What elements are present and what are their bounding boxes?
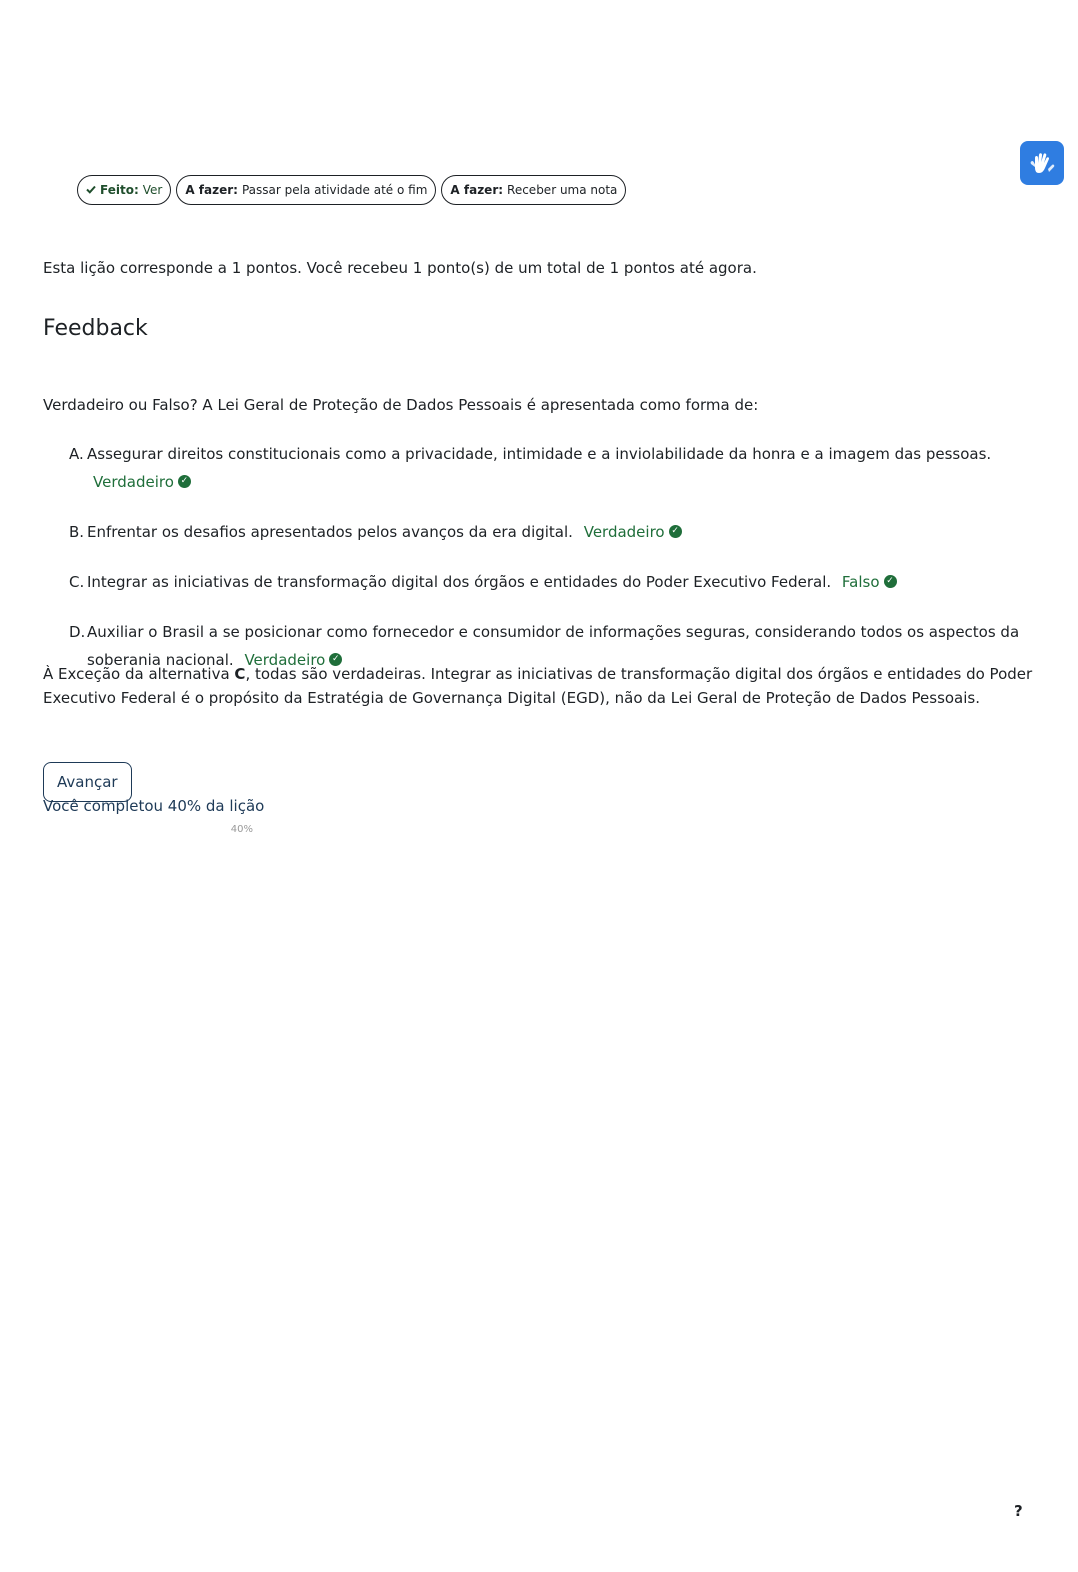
answer-letter: D. bbox=[69, 623, 86, 641]
answer-list bbox=[43, 440, 1033, 696]
question-text: Verdadeiro ou Falso? A Lei Geral de Proteção de Dados Pessoais é apresentada como forma de: bbox=[43, 396, 759, 414]
verdict-label: Verdadeiro bbox=[93, 473, 174, 491]
verdict-label: Falso bbox=[841, 573, 880, 591]
answer-verdict bbox=[842, 573, 897, 591]
answer-item bbox=[69, 568, 1033, 596]
help-button[interactable]: ? bbox=[1014, 1502, 1023, 1520]
completion-status: A fazer: bbox=[450, 183, 504, 197]
answer-text: Enfrentar os desafios apresentados pelos avanços da era digital. bbox=[87, 523, 573, 541]
feedback-heading: Feedback bbox=[43, 316, 148, 341]
answer-verdict bbox=[584, 523, 682, 541]
correct-check-icon: ✓ bbox=[669, 525, 682, 538]
lesson-progress-bar bbox=[43, 824, 253, 838]
answer-verdict bbox=[93, 473, 191, 491]
answer-letter: B. bbox=[69, 523, 85, 541]
activity-completion bbox=[77, 175, 626, 205]
advance-button[interactable]: Avançar bbox=[43, 762, 132, 802]
sign-language-hands-icon bbox=[1027, 148, 1057, 178]
explanation-highlight: C bbox=[234, 665, 246, 683]
completion-text: Receber uma nota bbox=[507, 183, 618, 197]
completion-status: Feito: bbox=[100, 183, 139, 197]
points-summary: Esta lição corresponde a 1 pontos. Você recebeu 1 ponto(s) de um total de 1 pontos até agora. bbox=[43, 259, 757, 277]
answer-text: Assegurar direitos constitucionais como a privacidade, intimidade e a inviolabilidade da honra e a imagem das pessoas. bbox=[87, 445, 992, 463]
verdict-label: Verdadeiro bbox=[583, 523, 665, 541]
progress-percent: 40% bbox=[230, 824, 253, 835]
correct-check-icon: ✓ bbox=[884, 575, 897, 588]
explanation-suffix: , todas são verdadeiras. Integrar as iniciativas de transformação digital dos órgãos e entidades do Poder Executivo Federal é o propósito da Estratégia de Governança Digital (EGD), não da Lei Geral de Proteção de Dados Pessoais. bbox=[43, 665, 1033, 707]
correct-check-icon: ✓ bbox=[178, 475, 191, 488]
answer-text: Integrar as iniciativas de transformação digital dos órgãos e entidades do Poder Executivo Federal. bbox=[87, 573, 832, 591]
answer-item bbox=[69, 518, 1033, 546]
feedback-explanation bbox=[43, 662, 1038, 710]
libras-accessibility-button[interactable] bbox=[1020, 141, 1064, 185]
completion-badge-todo bbox=[176, 175, 436, 205]
answer-text: Auxiliar o Brasil a se posicionar como fornecedor e consumidor de informações seguras, considerando todos os aspectos da soberania nacional. bbox=[87, 623, 1020, 669]
verdict-label: Verdadeiro bbox=[244, 651, 326, 669]
answer-item bbox=[69, 440, 1033, 496]
explanation-prefix: À Exceção da alternativa bbox=[43, 665, 235, 683]
correct-check-icon: ✓ bbox=[329, 653, 342, 666]
completion-badge-todo bbox=[441, 175, 626, 205]
completion-text: Ver bbox=[142, 183, 163, 197]
answer-letter: A. bbox=[69, 445, 84, 463]
completion-text: Passar pela atividade até o fim bbox=[241, 183, 428, 197]
progress-label: Você completou 40% da lição bbox=[43, 797, 265, 815]
check-icon bbox=[86, 183, 96, 197]
completion-badge-done bbox=[77, 175, 171, 205]
completion-status: A fazer: bbox=[185, 183, 238, 197]
progress-fill bbox=[43, 824, 127, 838]
answer-letter: C. bbox=[69, 573, 85, 591]
